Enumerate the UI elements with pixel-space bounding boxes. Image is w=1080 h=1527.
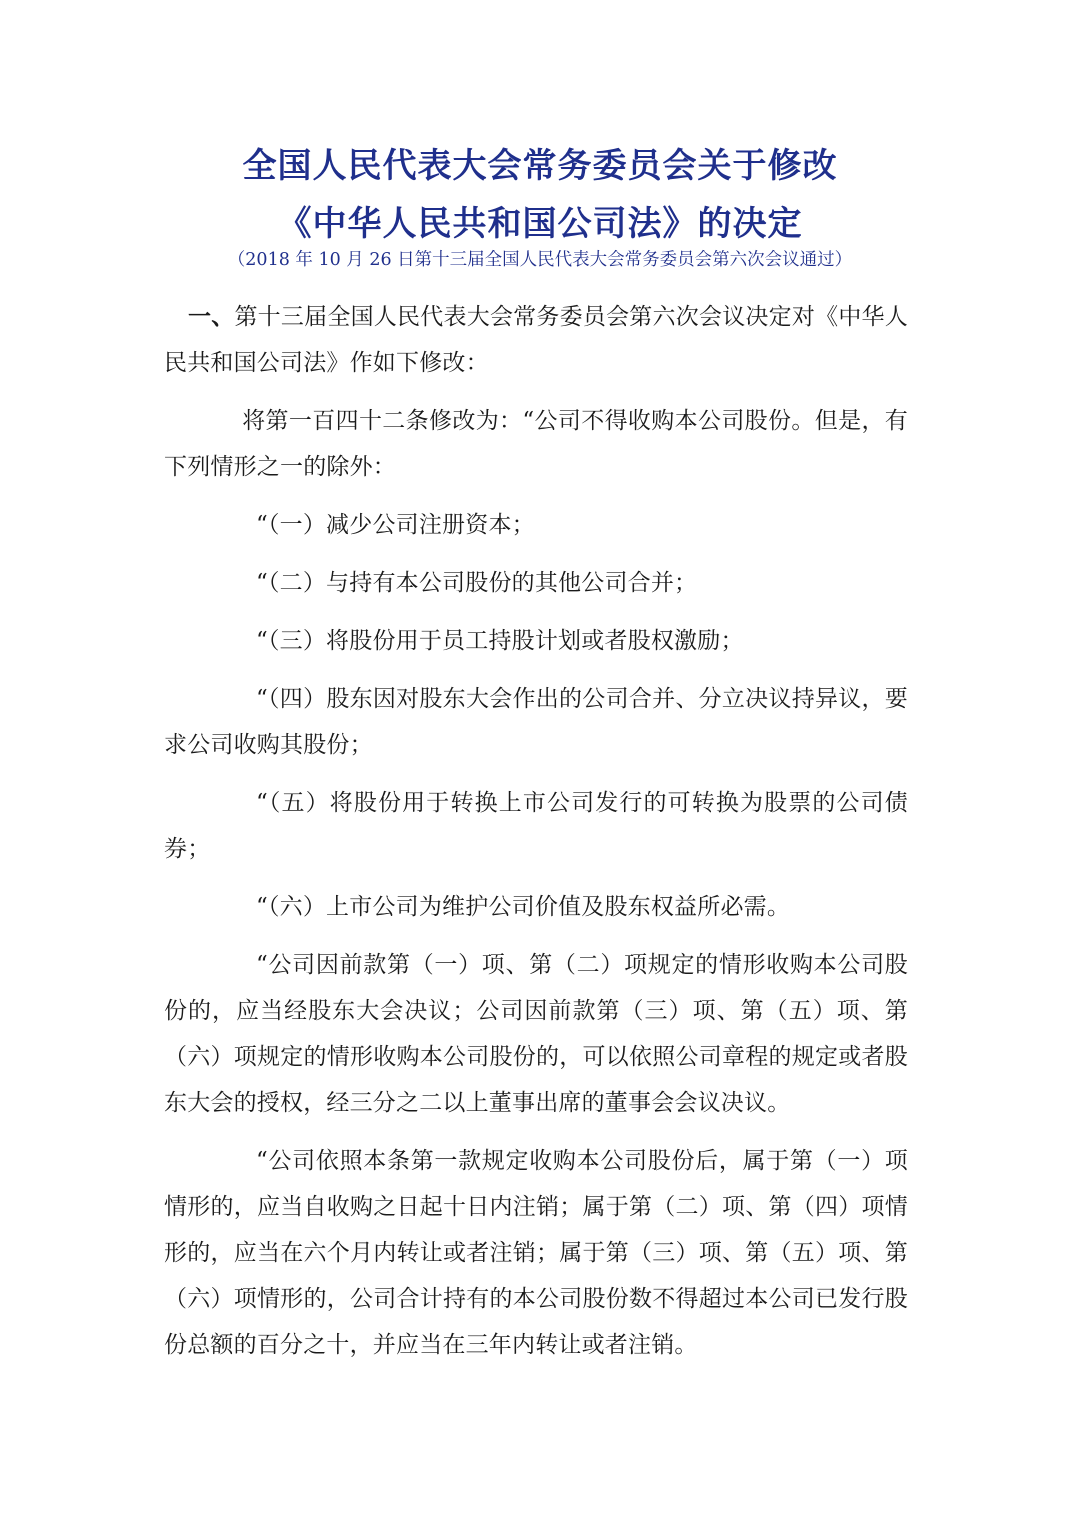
document-title-line-2: 《中华人民共和国公司法》的决定 (277, 204, 803, 244)
list-item-1: “（一）减少公司注册资本； (256, 512, 535, 538)
list-item-6: “（六）上市公司为维护公司价值及股东权益所必需。 (256, 894, 791, 920)
list-item-4: “（四）股东因对股东大会作出的公司合并、分立决议持异议，要求公司收购其股份； (164, 686, 908, 758)
document-body (164, 294, 908, 1368)
intro-paragraph (164, 294, 908, 386)
list-item-2: “（二）与持有本公司股份的其他公司合并； (256, 570, 698, 596)
list-item-5: “（五）将股份用于转换上市公司发行的可转换为股票的公司债券； (164, 790, 908, 862)
intro-text: 第十三届全国人民代表大会常务委员会第六次会议决定对《中华人民共和国公司法》作如下修改： (164, 304, 908, 376)
list-item-3: “（三）将股份用于员工持股计划或者股权激励； (256, 628, 744, 654)
resolution-paragraph: “公司因前款第（一）项、第（二）项规定的情形收购本公司股份的，应当经股东大会决议；公司因前款第（三）项、第（五）项、第（六）项规定的情形收购本公司股份的，可以依照公司章程的规定或者股东大会的授权，经三分之二以上董事出席的董事会会议决议。 (164, 952, 908, 1116)
section-number: 一、 (188, 304, 235, 330)
document-title-line-1: 全国人民代表大会常务委员会关于修改 (242, 146, 838, 186)
document-subtitle: （2018 年 10 月 26 日第十三届全国人民代表大会常务委员会第六次会议通过） (227, 250, 853, 270)
cancellation-paragraph: “公司依照本条第一款规定收购本公司股份后，属于第（一）项情形的，应当自收购之日起十日内注销；属于第（二）项、第（四）项情形的，应当在六个月内转让或者注销；属于第（三）项、第（五）项、第（六）项情形的，公司合计持有的本公司股份数不得超过本公司已发行股份总额的百分之十，并应当在三年内转让或者注销。 (164, 1148, 908, 1358)
amendment-paragraph: 将第一百四十二条修改为：“公司不得收购本公司股份。但是，有下列情形之一的除外： (164, 408, 908, 480)
